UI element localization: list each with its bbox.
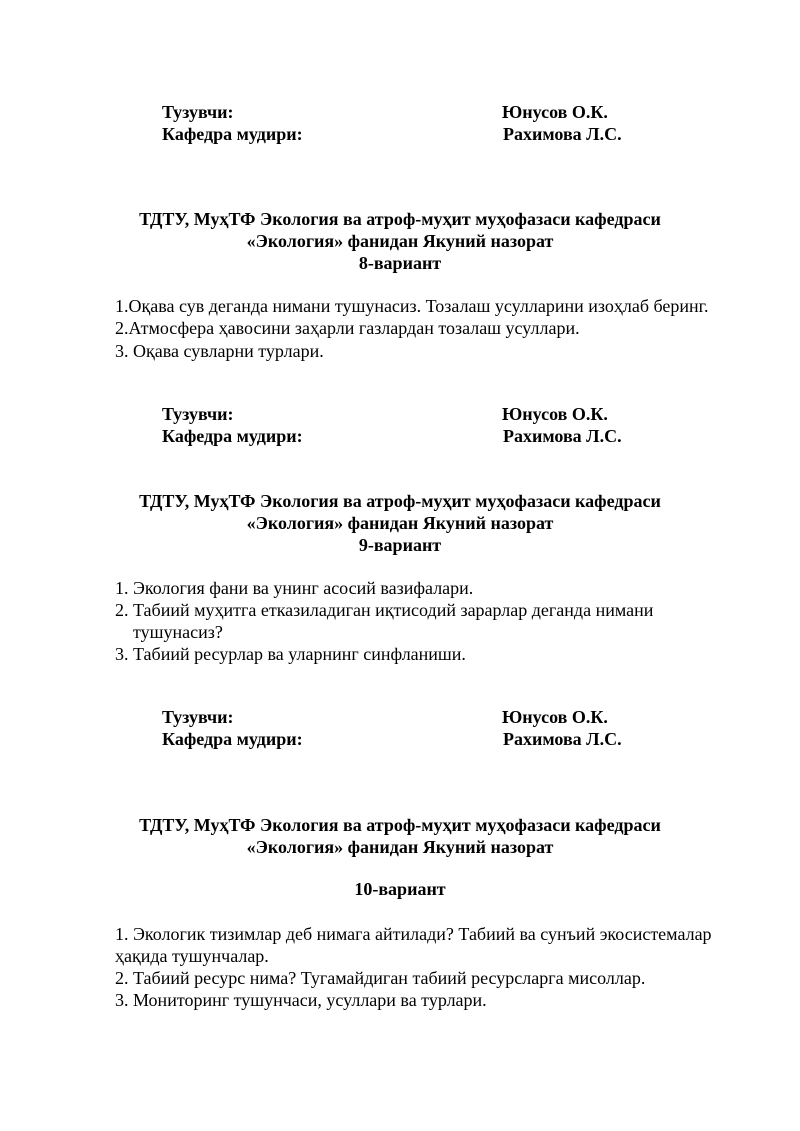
question-item: 1.Оқава сув деганда нимани тушунасиз. Тозалаш усулларини изоҳлаб беринг.: [115, 296, 709, 316]
question-item: 2. Табиий муҳитга етказиладиган иқтисодий зарарлар деганда нимани: [115, 600, 654, 620]
signature-head-name: Рахимова Л.С.: [503, 124, 622, 144]
signature-head-name: Рахимова Л.С.: [503, 426, 622, 446]
signature-author-name: Юнусов О.К.: [502, 102, 608, 122]
question-item: 2. Табиий ресурс нима? Тугамайдиган табиий ресурсларга мисоллар.: [115, 968, 646, 988]
department-heading: ТДТУ, МуҳТФ Экология ва атроф-муҳит муҳофазаси кафедраси: [139, 209, 661, 229]
signature-head-name: Рахимова Л.С.: [503, 729, 622, 749]
signature-author-label: Тузувчи:: [162, 102, 234, 122]
question-item: 1. Экология фани ва унинг асосий вазифалари.: [115, 578, 474, 598]
exam-heading: «Экология» фанидан Якуний назорат: [246, 231, 554, 251]
department-heading: ТДТУ, МуҳТФ Экология ва атроф-муҳит муҳофазаси кафедраси: [139, 815, 661, 835]
variant-title: 10-вариант: [354, 879, 446, 899]
question-continuation: тушунасиз?: [133, 622, 223, 642]
department-heading: ТДТУ, МуҳТФ Экология ва атроф-муҳит муҳофазаси кафедраси: [139, 491, 661, 511]
signature-author-name: Юнусов О.К.: [502, 404, 608, 424]
question-item: 3. Табиий ресурлар ва уларнинг синфланиши.: [115, 644, 466, 664]
question-continuation: ҳақида тушунчалар.: [115, 946, 269, 966]
question-item: 1. Экологик тизимлар деб нимага айтилади? Табиий ва сунъий экосистемалар: [115, 924, 712, 944]
question-item: 3. Мониторинг тушунчаси, усуллари ва турлари.: [115, 990, 487, 1010]
exam-heading: «Экология» фанидан Якуний назорат: [246, 837, 554, 857]
variant-title: 8-вариант: [358, 253, 442, 273]
exam-heading: «Экология» фанидан Якуний назорат: [246, 513, 554, 533]
variant-title: 9-вариант: [358, 535, 442, 555]
signature-author-label: Тузувчи:: [162, 707, 234, 727]
signature-head-label: Кафедра мудири:: [162, 729, 303, 749]
question-item: 2.Атмосфера ҳавосини заҳарли газлардан тозалаш усуллари.: [115, 318, 580, 338]
question-item: 3. Оқава сувларни турлари.: [115, 341, 324, 361]
signature-head-label: Кафедра мудири:: [162, 426, 303, 446]
signature-author-name: Юнусов О.К.: [502, 707, 608, 727]
signature-author-label: Тузувчи:: [162, 404, 234, 424]
signature-head-label: Кафедра мудири:: [162, 124, 303, 144]
